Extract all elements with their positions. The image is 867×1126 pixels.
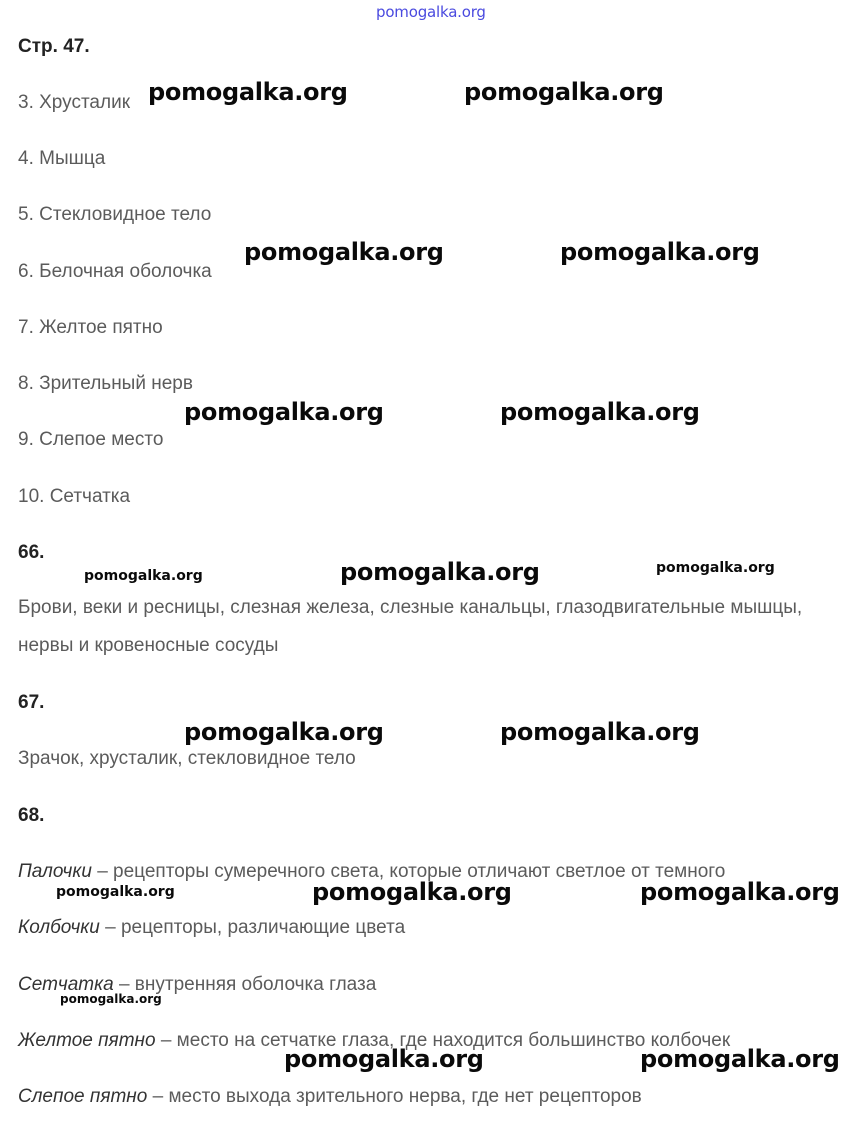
- label-item: 8. Зрительный нерв: [18, 373, 193, 394]
- definition-term: Желтое пятно: [18, 1030, 156, 1051]
- label-item: 7. Желтое пятно: [18, 317, 163, 338]
- watermark: pomogalka.org: [340, 558, 540, 586]
- watermark: pomogalka.org: [464, 78, 664, 106]
- definition-term: Палочки: [18, 861, 92, 882]
- definition-term: Сетчатка: [18, 974, 114, 995]
- task-number: 67.: [18, 692, 45, 713]
- watermark: pomogalka.org: [500, 398, 700, 426]
- task-number: 66.: [18, 542, 45, 563]
- definition-text: – внутренняя оболочка глаза: [113, 974, 377, 995]
- watermark: pomogalka.org: [656, 560, 775, 576]
- top-watermark: pomogalka.org: [376, 3, 486, 21]
- watermark: pomogalka.org: [640, 1045, 840, 1073]
- definition-row: [18, 1086, 642, 1108]
- watermark: pomogalka.org: [184, 718, 384, 746]
- watermark: pomogalka.org: [640, 878, 840, 906]
- label-item: 4. Мышца: [18, 148, 106, 169]
- watermark: pomogalka.org: [184, 398, 384, 426]
- label-item: 10. Сетчатка: [18, 486, 131, 507]
- task-answer: Брови, веки и ресницы, слезная железа, слезные канальцы, глазодвигательные мышцы, нервы и кровеносные сосуды: [18, 597, 803, 656]
- definition-text: – место на сетчатке глаза, где находится большинство колбочек: [155, 1030, 731, 1051]
- label-item: 6. Белочная оболочка: [18, 261, 212, 282]
- definition-row: [18, 917, 405, 939]
- watermark: pomogalka.org: [312, 878, 512, 906]
- definition-text: – рецепторы сумеречного света, которые отличают светлое от темного: [91, 861, 726, 882]
- page-heading: Стр. 47.: [18, 36, 90, 57]
- definition-text: – место выхода зрительного нерва, где нет рецепторов: [147, 1086, 642, 1107]
- watermark: pomogalka.org: [148, 78, 348, 106]
- watermark: pomogalka.org: [500, 718, 700, 746]
- watermark: pomogalka.org: [560, 238, 760, 266]
- label-item: 5. Стекловидное тело: [18, 204, 212, 225]
- definition-text: – рецепторы, различающие цвета: [99, 917, 406, 938]
- definition-term: Колбочки: [18, 917, 100, 938]
- definition-term: Слепое пятно: [18, 1086, 148, 1107]
- watermark: pomogalka.org: [56, 884, 175, 900]
- task-number: 68.: [18, 805, 45, 826]
- watermark: pomogalka.org: [284, 1045, 484, 1073]
- task-answer: Зрачок, хрусталик, стекловидное тело: [18, 748, 356, 769]
- watermark: pomogalka.org: [84, 568, 203, 584]
- watermark: pomogalka.org: [60, 992, 162, 1006]
- label-item: 3. Хрусталик: [18, 92, 131, 113]
- label-item: 9. Слепое место: [18, 429, 164, 450]
- watermark: pomogalka.org: [244, 238, 444, 266]
